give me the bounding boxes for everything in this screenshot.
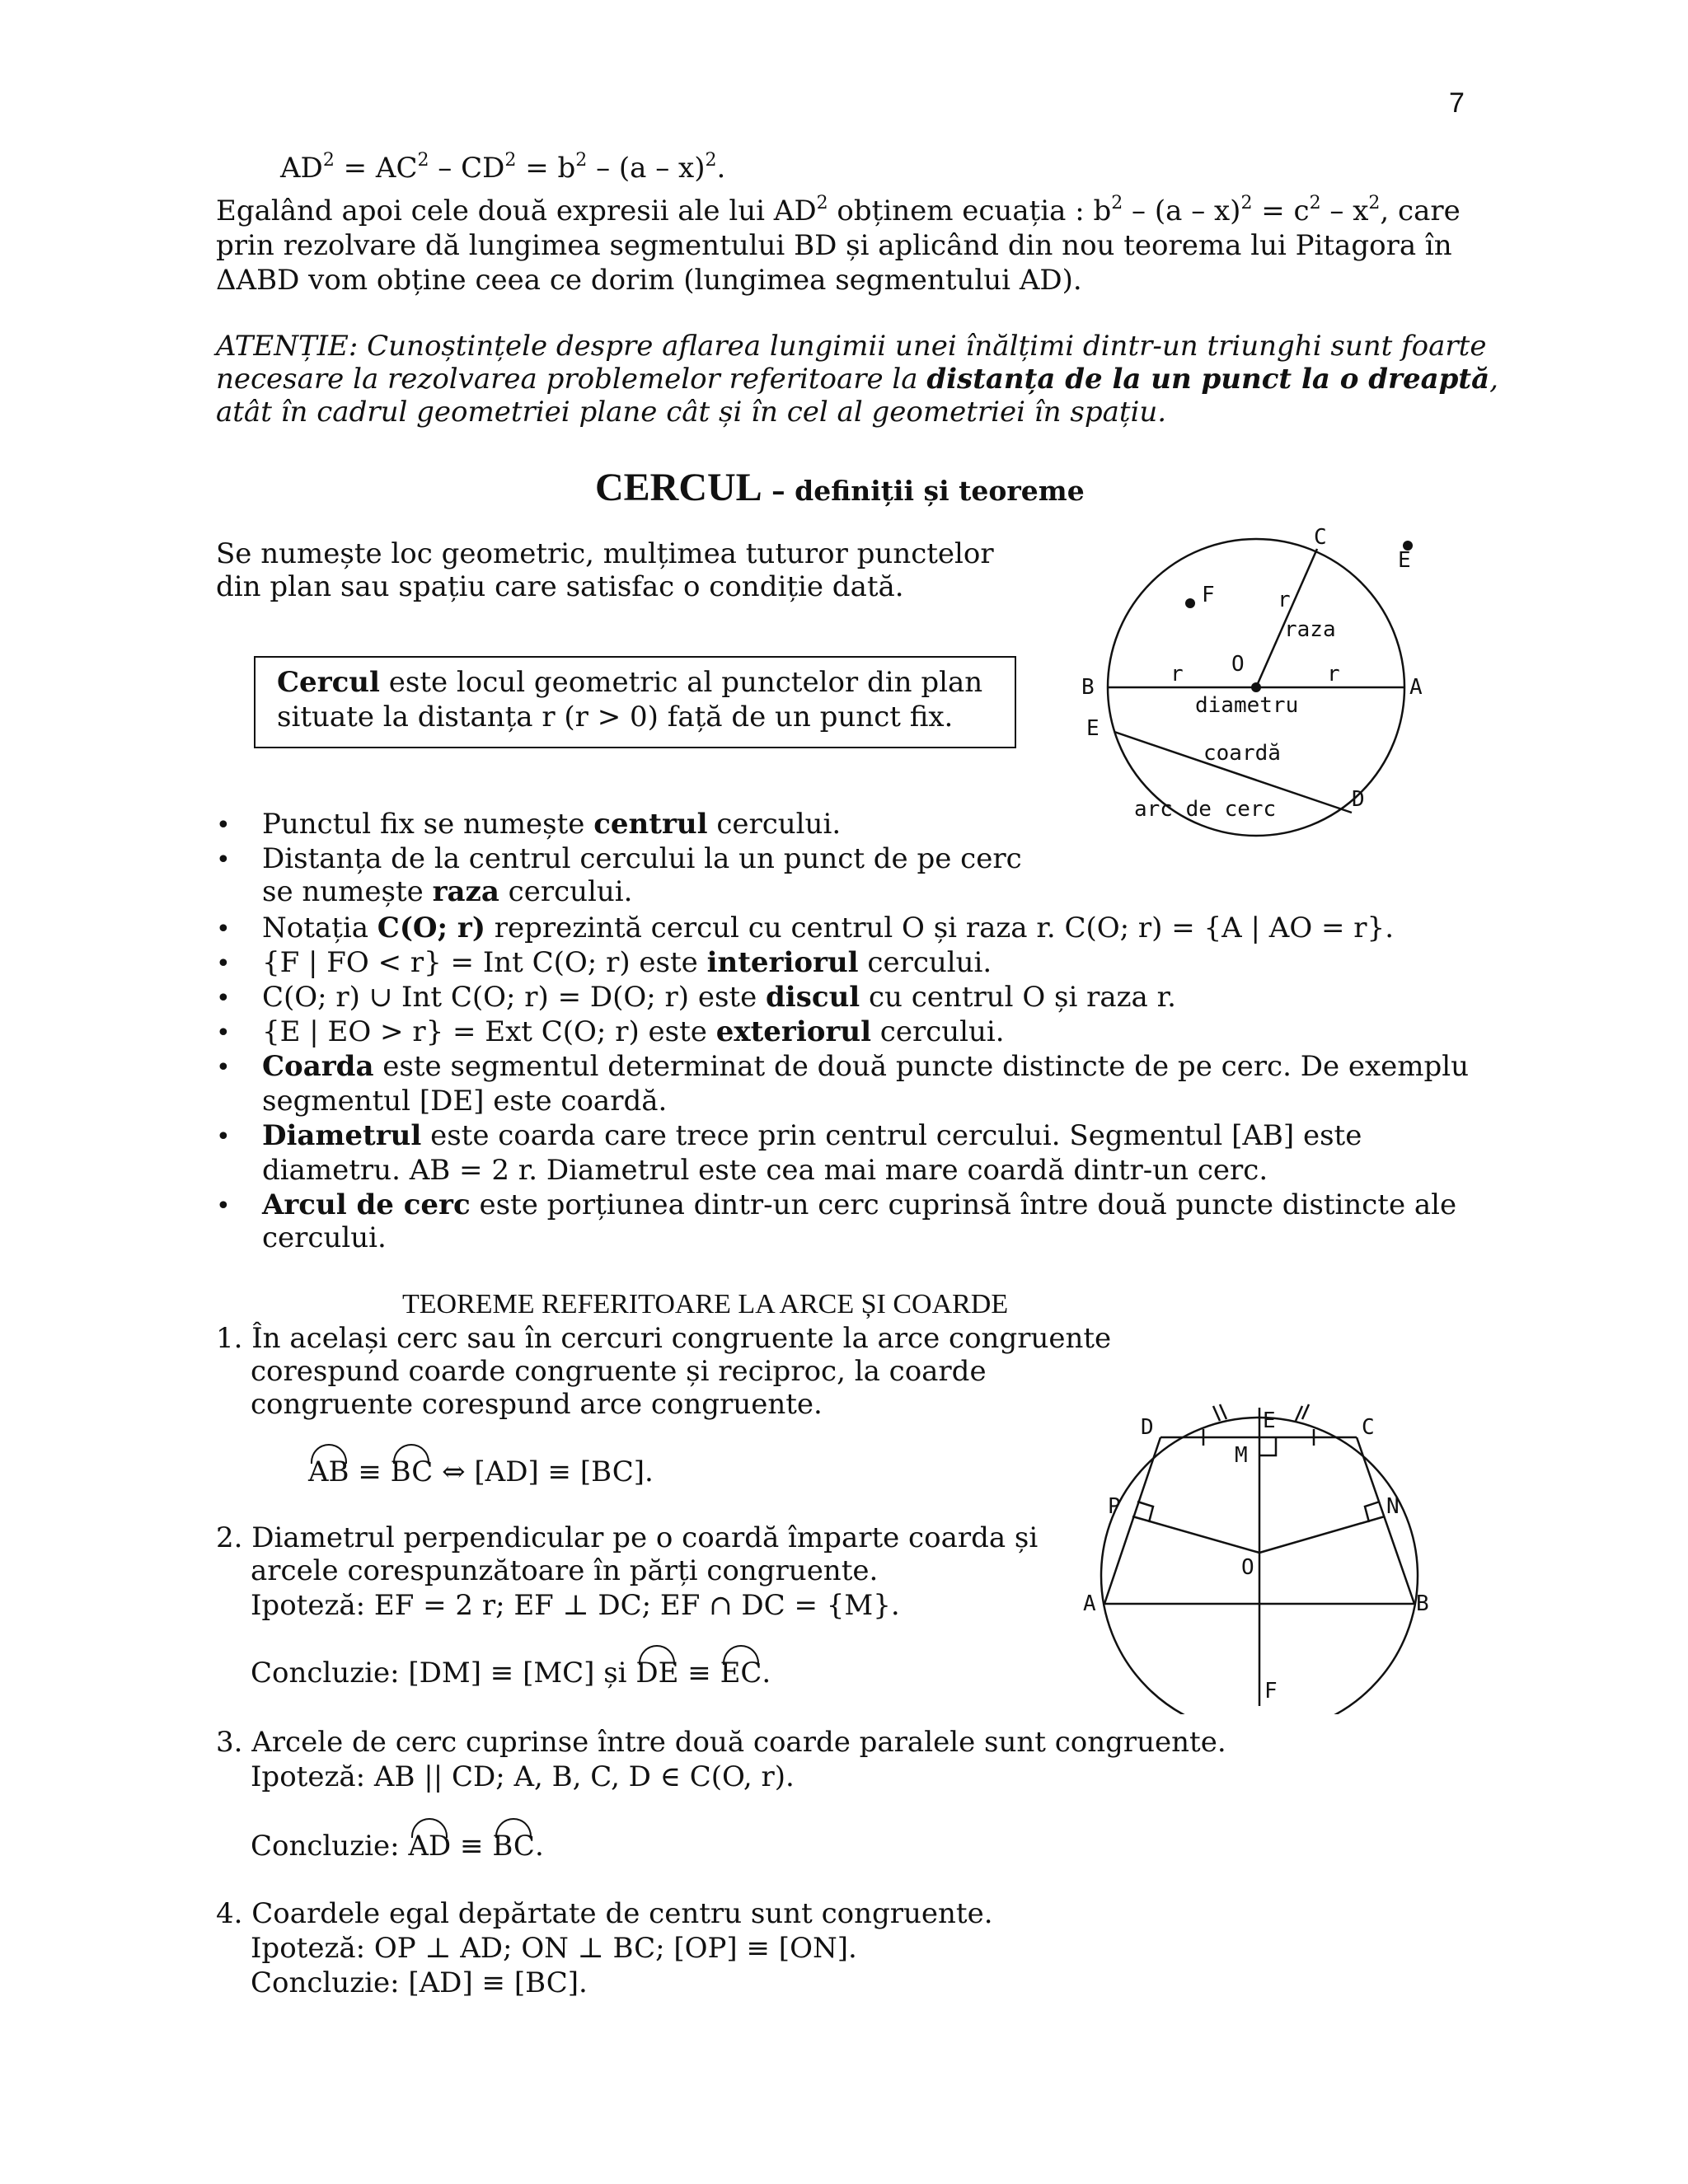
label-e: E [1086, 716, 1100, 741]
label-c: C [1362, 1415, 1375, 1440]
center-point-o [1251, 682, 1261, 692]
label-a: A [1409, 675, 1423, 700]
theorem-figure [1071, 1385, 1451, 1714]
bullet-2-line-1: Distanța de la centrul cercului la un punct de pe cerc [262, 842, 1022, 875]
bullet-2-line-2: se numește raza cercului. [262, 875, 633, 908]
bullet-dot: • [216, 1019, 231, 1047]
double-tick-de-1 [1213, 1406, 1220, 1421]
bullet-9-line-1: Arcul de cerc este porțiunea dintr-un cerc cuprinsă între două puncte distincte ale [262, 1188, 1457, 1221]
arc-ad: AD [408, 1830, 452, 1863]
label-raza: raza [1284, 617, 1336, 642]
attention-line-3: atât în cadrul geometriei plane cât și în cel al geometriei în spațiu. [216, 396, 1167, 429]
theorem-3-conclusion: Concluzie: AD ≡ BC. [251, 1830, 544, 1863]
label-d: D [1352, 787, 1365, 812]
equation-ad: $AD^2 = AC^2 - CD^2 = b^2 - (a - x)^2$. [280, 149, 726, 185]
arc-bc: BC [390, 1455, 434, 1488]
theorem-1-line-2: corespund coarde congruente și reciproc, la coarde [251, 1355, 987, 1388]
bullet-9-line-2: cercului. [262, 1221, 387, 1254]
bullet-6: {E | EO > r} = Ext C(O; r) este exteriorul cercului. [262, 1015, 1005, 1048]
theorem-2-hypothesis: Ipoteză: EF = 2 r; EF ⊥ DC; EF ∩ DC = {M}. [251, 1589, 900, 1622]
theorem-1-formula: AB ≡ BC ⇔ [AD] ≡ [BC]. [308, 1455, 654, 1488]
label-o: O [1241, 1555, 1254, 1580]
intro-line-3: ΔABD vom obține ceea ce dorim (lungimea segmentului AD). [216, 264, 1082, 297]
label-e-exterior: E [1398, 548, 1411, 573]
attention-line-2: necesare la rezolvarea problemelor referitoare la distanța de la un punct la o dreaptă, [216, 363, 1498, 396]
right-angle-m [1259, 1437, 1276, 1455]
bullet-dot: • [216, 811, 231, 840]
theorems-heading: TEOREME REFERITOARE LA ARCE ȘI COARDE [402, 1289, 1009, 1319]
circle-definition-figure [1071, 519, 1451, 841]
bullet-dot: • [216, 1192, 231, 1221]
label-coarda: coardă [1203, 741, 1281, 766]
label-b: B [1081, 675, 1095, 700]
locus-line-1: Se numește loc geometric, mulțimea tuturor punctelor [216, 537, 994, 570]
definition-line-1: Cercul este locul geometric al punctelor din plan [277, 666, 983, 699]
bullet-4: {F | FO < r} = Int C(O; r) este interiorul cercului. [262, 946, 992, 979]
arc-ec: EC [720, 1657, 762, 1690]
arc-bc: BC [492, 1830, 535, 1863]
bullet-dot: • [216, 1122, 231, 1151]
label-e: E [1263, 1408, 1276, 1433]
label-diametru: diametru [1195, 693, 1299, 718]
chord-ad [1104, 1437, 1160, 1604]
label-f: F [1264, 1679, 1278, 1704]
attention-line-1: ATENȚIE: Cunoștințele despre aflarea lungimii unei înălțimi dintr-un triunghi sunt foarte [216, 330, 1487, 363]
locus-line-2: din plan sau spațiu care satisfac o condiție dată. [216, 570, 904, 603]
bullet-dot: • [216, 915, 231, 944]
bullet-dot: • [216, 846, 231, 874]
label-p: P [1108, 1494, 1121, 1519]
definition-box [254, 656, 1016, 748]
theorem-4-conclusion: Concluzie: [AD] ≡ [BC]. [251, 1966, 588, 1999]
intro-line-2: prin rezolvare dă lungimea segmentului BD și aplicând din nou teorema lui Pitagora în [216, 229, 1452, 262]
label-r-radius: r [1278, 588, 1291, 612]
bullet-dot: • [216, 949, 231, 978]
theorem-3-hypothesis: Ipoteză: AB || CD; A, B, C, D ∈ C(O, r). [251, 1760, 795, 1793]
theorem-3-line-1: 3. Arcele de cerc cuprinse între două coarde paralele sunt congruente. [216, 1726, 1226, 1759]
double-tick-de-2 [1220, 1404, 1226, 1419]
section-title: CERCUL – definiții și teoreme [595, 466, 1085, 509]
interior-point-f [1185, 598, 1195, 608]
intro-line-1: Egalând apoi cele două expresii ale lui $AD^2$ obținem ecuația : $b^2 - (a - x)^2 = c^2 - x^2$, care [216, 192, 1461, 227]
theorem-2-line-1: 2. Diametrul perpendicular pe o coardă împarte coarda și [216, 1521, 1039, 1554]
label-r-right: r [1327, 662, 1340, 687]
theorem-2-line-2: arcele corespunzătoare în părți congruente. [251, 1554, 879, 1587]
label-o: O [1231, 652, 1245, 677]
theorem-1-line-3: congruente corespund arce congruente. [251, 1388, 823, 1421]
bullet-7-line-1: Coarda este segmentul determinat de două puncte distincte de pe cerc. De exemplu [262, 1050, 1470, 1083]
bullet-3: Notația C(O; r) reprezintă cercul cu centrul O și raza r. C(O; r) = {A | AO = r}. [262, 912, 1394, 944]
arc-ab: AB [308, 1455, 349, 1488]
label-d: D [1141, 1415, 1154, 1440]
page-number: 7 [1449, 87, 1465, 119]
segment-on [1259, 1516, 1385, 1553]
bullet-7-line-2: segmentul [DE] este coardă. [262, 1085, 668, 1118]
double-tick-ec-1 [1296, 1406, 1302, 1421]
label-b: B [1416, 1591, 1429, 1616]
theorem-2-conclusion: Concluzie: [DM] ≡ [MC] și DE ≡ EC. [251, 1657, 771, 1690]
bullet-dot: • [216, 984, 231, 1013]
bullet-8-line-2: diametru. AB = 2 r. Diametrul este cea mai mare coardă dintr-un cerc. [262, 1154, 1268, 1187]
bullet-dot: • [216, 1053, 231, 1082]
arc-de: DE [635, 1657, 679, 1690]
definition-line-2: situate la distanța r (r > 0) față de un punct fix. [277, 701, 954, 733]
label-c: C [1314, 525, 1327, 550]
chord-bc [1357, 1437, 1414, 1604]
label-a: A [1083, 1591, 1096, 1616]
label-f: F [1202, 583, 1215, 607]
double-tick-ec-2 [1302, 1404, 1309, 1419]
bullet-8-line-1: Diametrul este coarda care trece prin centrul cercului. Segmentul [AB] este [262, 1119, 1362, 1152]
theorem-4-hypothesis: Ipoteză: OP ⊥ AD; ON ⊥ BC; [OP] ≡ [ON]. [251, 1932, 857, 1965]
label-r-left: r [1170, 662, 1184, 687]
label-arc-de-cerc: arc de cerc [1134, 797, 1277, 822]
bullet-5: C(O; r) ∪ Int C(O; r) = D(O; r) este discul cu centrul O și raza r. [262, 981, 1176, 1014]
theorem-1-line-1: 1. În același cerc sau în cercuri congruente la arce congruente [216, 1322, 1112, 1355]
label-m: M [1235, 1443, 1248, 1468]
segment-op [1132, 1516, 1259, 1553]
label-n: N [1386, 1494, 1400, 1519]
theorem-4-line-1: 4. Coardele egal depărtate de centru sunt congruente. [216, 1897, 993, 1930]
bullet-1: Punctul fix se numește centrul cercului. [262, 808, 842, 841]
